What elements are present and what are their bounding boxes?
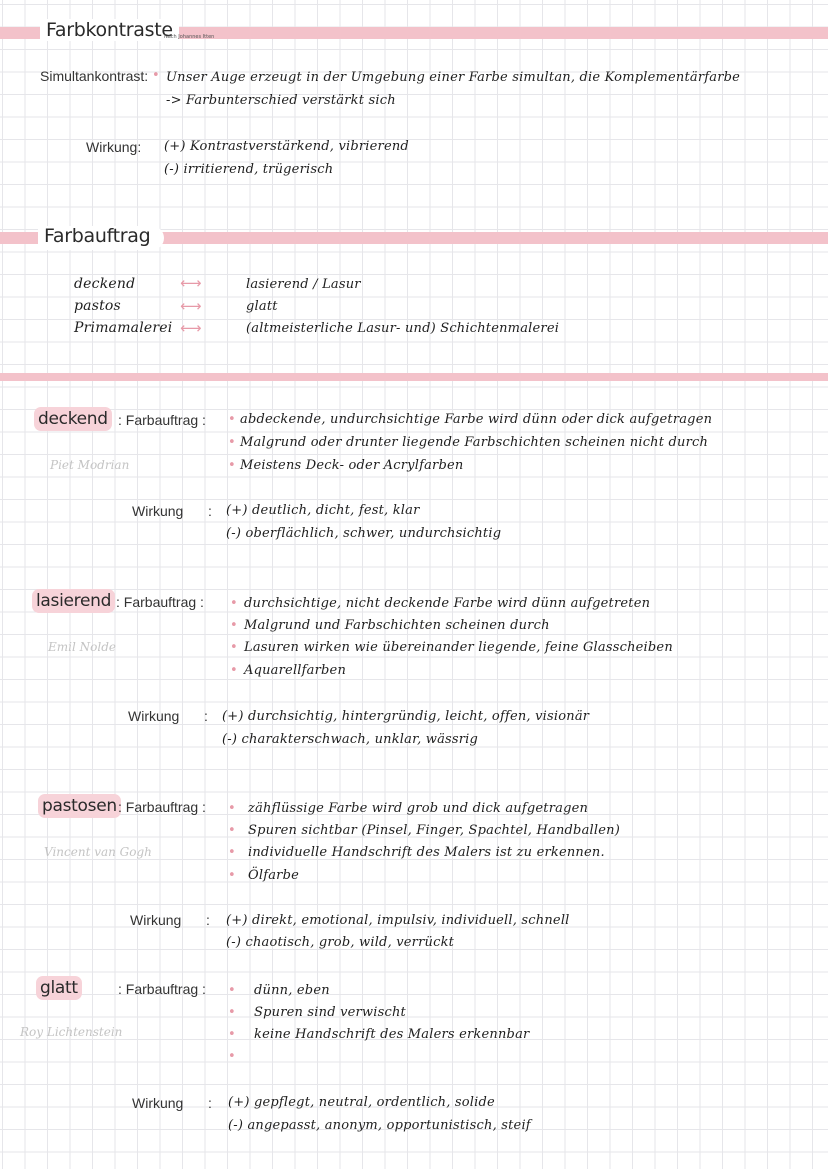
bullet-icon: • <box>228 1005 236 1020</box>
point: Spuren sind verwischt <box>254 1005 406 1020</box>
section-title-farbkontraste: Farbkontraste <box>40 19 179 41</box>
wirkung-plus: (+) gepflegt, neutral, ordentlich, solide <box>228 1095 495 1110</box>
wirkung-plus: (+) durchsichtig, hintergründig, leicht, offen, visionär <box>222 709 590 724</box>
pair-right-2: glatt <box>246 299 278 314</box>
point: durchsichtige, nicht deckende Farbe wird dünn aufgetreten <box>244 596 651 611</box>
point: Ölfarbe <box>248 868 300 883</box>
pair-left-1: deckend <box>74 276 136 292</box>
farbauftrag-label: : Farbauftrag : <box>118 799 206 815</box>
bullet-icon: • <box>228 801 236 816</box>
simultan-text-1: Unser Auge erzeugt in der Umgebung einer Farbe simultan, die Komplementärfarbe <box>166 70 741 85</box>
pair-right-1: lasierend / Lasur <box>246 277 361 292</box>
colon: : <box>208 1095 212 1111</box>
bullet-icon: • <box>230 663 238 678</box>
tag-pastosen: pastosen <box>38 794 121 818</box>
bullet-icon: • <box>228 845 236 860</box>
simultan-text-2: -> Farbunterschied verstärkt sich <box>166 93 396 108</box>
bullet-icon: • <box>152 68 160 83</box>
colon: : <box>206 912 210 928</box>
colon: : <box>208 503 212 519</box>
double-arrow-icon: ⟷ <box>180 297 202 315</box>
point: Aquarellfarben <box>244 663 347 678</box>
point: Meistens Deck- oder Acrylfarben <box>240 458 464 473</box>
point: dünn, eben <box>254 983 330 998</box>
bullet-icon: • <box>228 823 236 838</box>
colon: : <box>204 708 208 724</box>
point: Malgrund und Farbschichten scheinen durch <box>244 618 550 633</box>
wirkung-label: Wirkung <box>128 708 180 724</box>
point: Lasuren wirken wie übereinander liegende, feine Glasscheiben <box>244 640 673 655</box>
bullet-icon: • <box>228 412 236 427</box>
bullet-icon: • <box>228 1027 236 1042</box>
bullet-icon: • <box>228 868 236 883</box>
wirkung-minus: (-) charakterschwach, unklar, wässrig <box>222 732 479 747</box>
wirkung-minus: (-) chaotisch, grob, wild, verrückt <box>226 935 455 950</box>
artist-name: Vincent van Gogh <box>44 845 152 859</box>
farbauftrag-label: : Farbauftrag : <box>116 594 204 610</box>
artist-name: Piet Modrian <box>50 458 130 472</box>
bullet-icon: • <box>230 640 238 655</box>
wirkung-label-1: Wirkung: <box>86 139 142 155</box>
tag-glatt: glatt <box>36 976 82 1000</box>
section-title-farbauftrag: Farbauftrag <box>44 225 151 247</box>
bullet-icon: • <box>228 458 236 473</box>
wirkung-minus: (-) angepasst, anonym, opportunistisch, steif <box>228 1118 531 1133</box>
bullet-icon: • <box>230 618 238 633</box>
point: Spuren sichtbar (Pinsel, Finger, Spachtel, Handballen) <box>248 823 620 838</box>
double-arrow-icon: ⟷ <box>180 319 202 337</box>
pair-left-3: Primamalerei <box>74 320 173 336</box>
point: individuelle Handschrift des Malers ist zu erkennen. <box>248 845 605 860</box>
bullet-icon: • <box>228 983 236 998</box>
pair-right-3: (altmeisterliche Lasur- und) Schichtenmalerei <box>246 321 560 336</box>
point: abdeckende, undurchsichtige Farbe wird dünn oder dick aufgetragen <box>240 412 713 427</box>
wirkung-plus: (+) deutlich, dicht, fest, klar <box>226 503 420 518</box>
wirkung-label: Wirkung <box>132 1095 184 1111</box>
section-note: Nach Johannes Itten <box>164 34 215 40</box>
bullet-icon: • <box>230 596 238 611</box>
wirkung-label: Wirkung <box>132 503 184 519</box>
simultan-label: Simultankontrast: <box>40 68 149 84</box>
pair-left-2: pastos <box>74 298 121 314</box>
wirkung-plus-1: (+) Kontrastverstärkend, vibrierend <box>164 139 409 154</box>
wirkung-minus: (-) oberflächlich, schwer, undurchsichtig <box>226 526 502 541</box>
tag-deckend: deckend <box>34 407 112 431</box>
double-arrow-icon: ⟷ <box>180 274 202 292</box>
point: Malgrund oder drunter liegende Farbschichten scheinen nicht durch <box>240 435 709 450</box>
farbauftrag-label: : Farbauftrag : <box>118 412 206 428</box>
bullet-icon: • <box>228 1049 236 1064</box>
divider-band <box>0 373 828 381</box>
bullet-icon: • <box>228 435 236 450</box>
wirkung-label: Wirkung <box>130 912 182 928</box>
wirkung-minus-1: (-) irritierend, trügerisch <box>164 162 334 177</box>
artist-name: Emil Nolde <box>48 640 116 654</box>
wirkung-plus: (+) direkt, emotional, impulsiv, individuell, schnell <box>226 913 570 928</box>
artist-name: Roy Lichtenstein <box>20 1025 123 1039</box>
point: keine Handschrift des Malers erkennbar <box>254 1027 530 1042</box>
point: zähflüssige Farbe wird grob und dick aufgetragen <box>248 801 589 816</box>
tag-lasierend: lasierend <box>32 589 115 613</box>
farbauftrag-label: : Farbauftrag : <box>118 981 206 997</box>
